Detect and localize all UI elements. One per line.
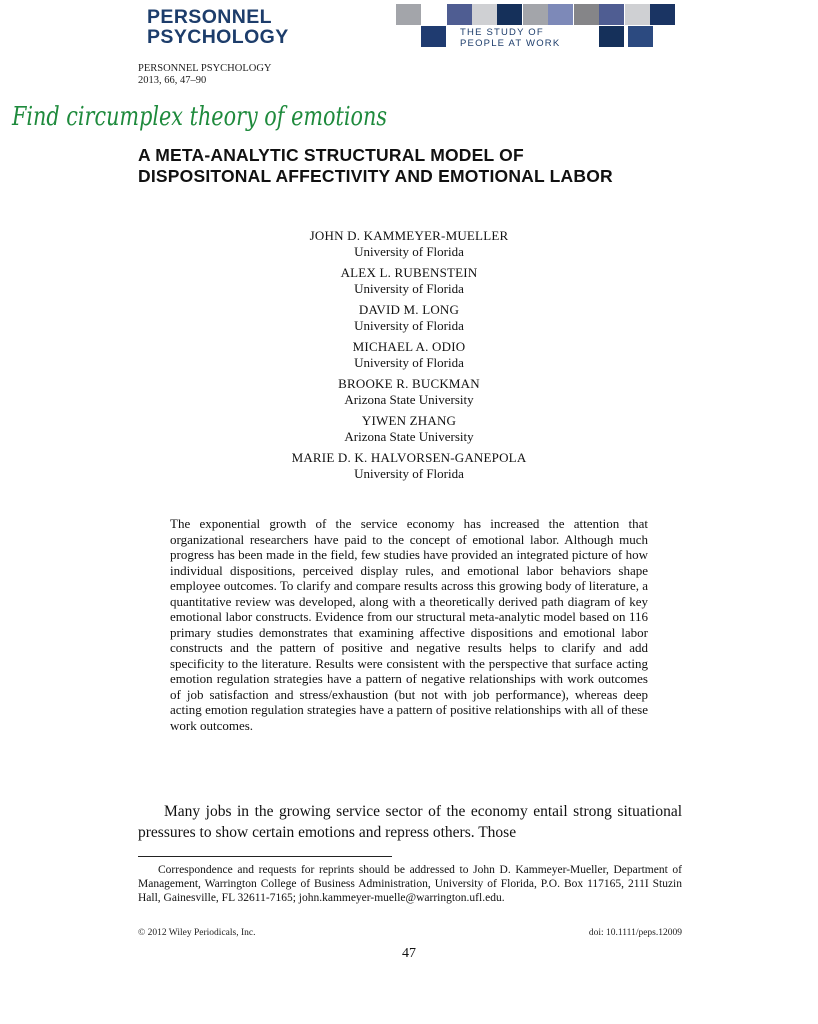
tagline-line-2: PEOPLE AT WORK <box>460 38 561 49</box>
square <box>548 4 573 25</box>
doi: doi: 10.1111/peps.12009 <box>588 928 682 938</box>
square <box>472 4 497 25</box>
tagline-line-1: THE STUDY OF <box>460 27 544 38</box>
journal-citation <box>138 63 272 87</box>
square <box>625 4 650 25</box>
square <box>396 4 421 25</box>
author-affiliation: Arizona State University <box>344 428 474 444</box>
square <box>523 4 548 25</box>
author-affiliation: University of Florida <box>354 243 464 259</box>
author-entry <box>200 302 618 333</box>
copyright-notice: © 2012 Wiley Periodicals, Inc. <box>138 928 256 938</box>
author-entry <box>200 413 618 444</box>
journal-logo <box>147 7 289 47</box>
author-name: ALEX L. RUBENSTEIN <box>340 265 478 280</box>
author-name: MICHAEL A. ODIO <box>352 339 466 354</box>
author-affiliation: University of Florida <box>354 465 464 481</box>
journal-name: PERSONNEL PSYCHOLOGY <box>138 63 272 74</box>
logo-line-2: PSYCHOLOGY <box>147 26 289 48</box>
author-affiliation: University of Florida <box>354 280 464 296</box>
author-affiliation: Arizona State University <box>344 391 474 407</box>
square <box>650 4 675 25</box>
author-name: YIWEN ZHANG <box>361 413 457 428</box>
author-affiliation: University of Florida <box>354 354 464 370</box>
author-list <box>200 228 618 487</box>
journal-tagline <box>460 27 560 49</box>
handwritten-note-text: Find circumplex theory of emotions <box>11 102 388 132</box>
author-entry <box>200 228 618 259</box>
abstract: The exponential growth of the service economy has increased the attention that organizational researchers have paid to the concept of emotional labor. Although much progress has been made in the field, few studies have provided an integrated picture of how individual dispositions, perceived display rules, and emotional labor behaviors shape employee outcomes. To clarify and compare results across this growing body of literature, a quantitative review was developed, along with a theoretically derived path diagram of key emotional labor constructs. Evidence from our structural meta-analytic model based on 116 primary studies demonstrates that examining affective dispositions and emotional labor constructs and the pattern of positive and negative results helps to clarify and add specificity to the literature. Results were consistent with the perspective that surface acting emotion regulation strategies have a pattern of negative relationships with work outcomes of job satisfaction and stress/exhaustion (but not with job performance), whereas deep acting emotion regulation strategies have a pattern of positive relationships with all of these work outcomes. <box>170 516 648 733</box>
handwritten-annotation <box>0 92 400 142</box>
author-name: JOHN D. KAMMEYER-MUELLER <box>309 228 509 243</box>
paper-title: A META-ANALYTIC STRUCTURAL MODEL OF DISPOSITONAL AFFECTIVITY AND EMOTIONAL LABOR <box>138 145 613 186</box>
square <box>497 4 522 25</box>
square <box>447 4 472 25</box>
author-affiliation: University of Florida <box>354 317 464 333</box>
body-paragraph: Many jobs in the growing service sector of the economy entail strong situational pressures to show certain emotions and repress others. Those <box>138 803 682 841</box>
correspondence-footnote: Correspondence and requests for reprints should be addressed to John D. Kammeyer-Mueller, Department of Management, Warrington College of Business Administration, University of Florida, P.O. Box 117165, 211I Stuzin Hall, Gainesville, FL 32611-7165; john.kammeyer-muelle@warrington.ufl.edu. <box>138 864 682 904</box>
footnote-divider <box>138 856 392 857</box>
square <box>574 4 599 25</box>
square <box>599 4 624 25</box>
author-entry <box>200 450 618 481</box>
journal-volume: 2013, 66, 47–90 <box>138 75 207 86</box>
square <box>421 4 446 25</box>
author-name: MARIE D. K. HALVORSEN-GANEPOLA <box>291 450 527 465</box>
author-entry <box>200 339 618 370</box>
logo-line-1: PERSONNEL <box>147 6 272 28</box>
author-entry <box>200 265 618 296</box>
page-number: 47 <box>402 946 416 961</box>
square <box>628 26 653 47</box>
square <box>421 26 446 47</box>
author-name: BROOKE R. BUCKMAN <box>338 376 480 391</box>
square <box>599 26 624 47</box>
author-entry <box>200 376 618 407</box>
author-name: DAVID M. LONG <box>358 302 460 317</box>
